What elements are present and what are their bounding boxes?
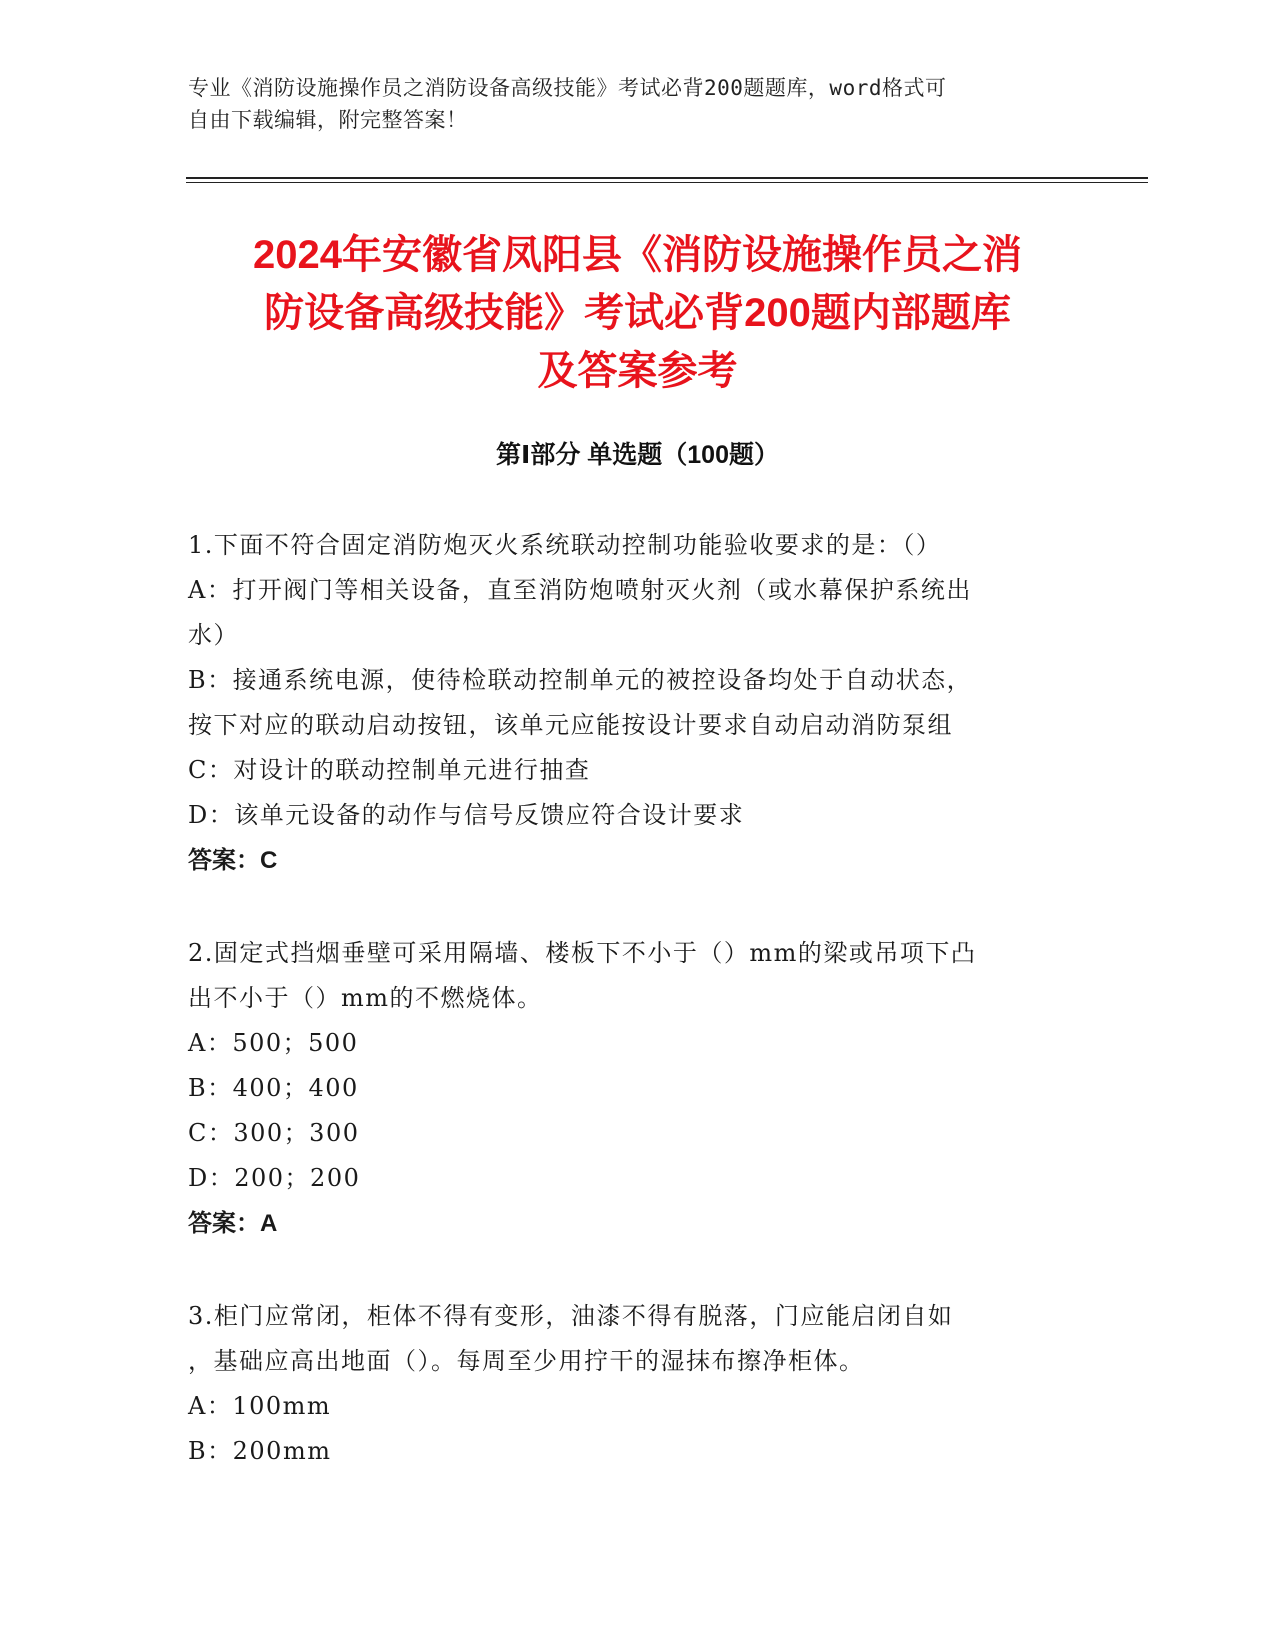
question-stem: 1.下面不符合固定消防炮灭火系统联动控制功能验收要求的是：（） — [188, 531, 942, 559]
option-d: D：该单元设备的动作与信号反馈应符合设计要求 — [188, 801, 745, 829]
question-2 — [188, 931, 1068, 1246]
header-note — [188, 72, 1068, 136]
answer: 答案：A — [188, 1210, 278, 1237]
question-stem: 2.固定式挡烟垂壁可采用隔墙、楼板下不小于（）mm的梁或吊项下凸 — [188, 939, 977, 967]
section-title: 第Ⅰ部分 单选题（100题） — [496, 441, 779, 469]
document-title — [150, 226, 1125, 400]
header-note-line-2: 自由下载编辑，附完整答案！ — [188, 108, 468, 132]
header-divider-thick — [186, 177, 1148, 179]
answer: 答案：C — [188, 847, 278, 874]
option-a: A：打开阀门等相关设备，直至消防炮喷射灭火剂（或水幕保护系统出 — [188, 576, 972, 604]
question-stem-continued: ，基础应高出地面（）。每周至少用拧干的湿抹布擦净柜体。 — [188, 1347, 865, 1375]
option-a: A：100mm — [188, 1392, 332, 1420]
option-c: C：300；300 — [188, 1119, 360, 1147]
question-stem-continued: 出不小于（）mm的不燃烧体。 — [188, 984, 543, 1012]
option-b: B：400；400 — [188, 1074, 359, 1102]
question-3 — [188, 1294, 1068, 1474]
option-b: B：200mm — [188, 1437, 332, 1465]
option-b-continued: 按下对应的联动启动按钮，该单元应能按设计要求自动启动消防泵组 — [188, 711, 953, 739]
document-title-line-1: 2024年安徽省凤阳县《消防设施操作员之消 — [253, 233, 1022, 277]
option-b: B：接通系统电源，使待检联动控制单元的被控设备均处于自动状态， — [188, 666, 973, 694]
document-title-line-2: 防设备高级技能》考试必背200题内部题库 — [264, 291, 1011, 335]
header-note-line-1: 专业《消防设施操作员之消防设备高级技能》考试必背200题题库，word格式可 — [188, 76, 947, 100]
option-c: C：对设计的联动控制单元进行抽查 — [188, 756, 591, 784]
option-a-continued: 水） — [188, 621, 239, 649]
document-title-line-3: 及答案参考 — [537, 349, 738, 393]
option-a: A：500；500 — [188, 1029, 359, 1057]
header-divider-thin — [186, 182, 1148, 183]
question-stem: 3.柜门应常闭，柜体不得有变形，油漆不得有脱落，门应能启闭自如 — [188, 1302, 954, 1330]
option-d: D：200；200 — [188, 1164, 361, 1192]
question-1 — [188, 523, 1068, 883]
